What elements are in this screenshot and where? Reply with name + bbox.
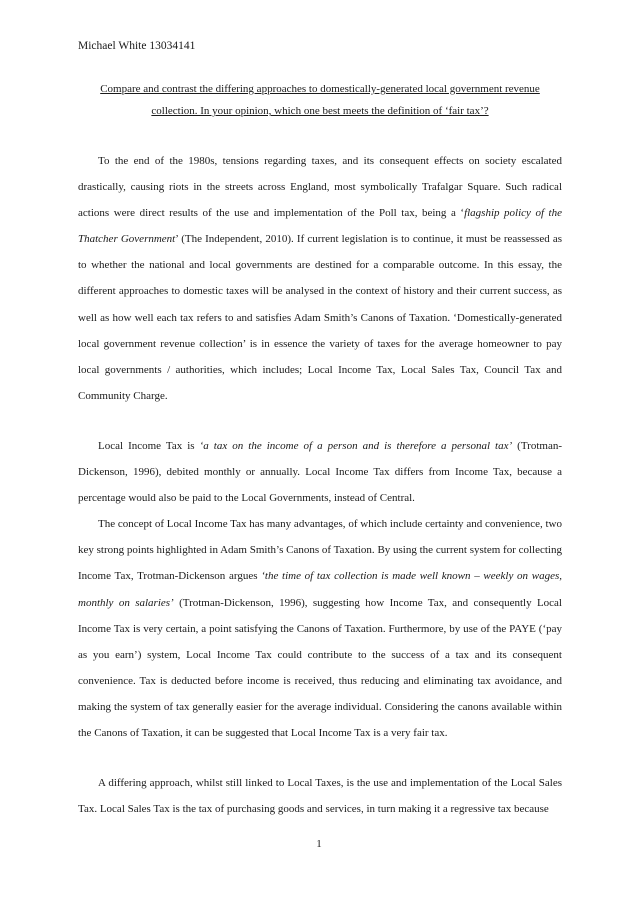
paragraph-adv-text-cont: (Trotman-Dickenson, 1996), suggesting how Income Tax, and consequently Local Income Tax is very certain, a point satisfying the Canons of Taxation. Furthermore, by use of the PAYE (‘pay as you earn’) system, Local Income Tax could contribute to the success of a tax and its consequent convenience. Tax is deducted before income is received, thus reducing and eliminating tax avoidance, and making the system of tax generally easier for the average individual. Considering the canons available within the Canons of Taxation, it can be suggested that Local Income Tax is a very fair tax. <box>78 596 562 739</box>
paragraph-lst-text: A differing approach, whilst still linked to Local Taxes, is the use and implementation of the Local Sales Tax. Local Sales Tax is the tax of purchasing goods and services, in turn making it a regressive tax because <box>78 777 562 816</box>
paragraph-lit-text: Local Income Tax is <box>98 439 200 452</box>
paragraph-local-income-tax <box>78 433 562 511</box>
essay-title-line-1: Compare and contrast the differing approaches to domestically-generated local government revenue <box>100 83 540 95</box>
essay-body <box>78 148 562 822</box>
quote-tax-collection: ‘the time of tax collection is made well known – weekly on wages, monthly on salaries’ <box>78 570 562 609</box>
essay-title-line-2: collection. In your opinion, which one best meets the definition of ‘fair tax’? <box>151 105 489 117</box>
paragraph-adv-text: The concept of Local Income Tax has many advantages, of which include certainty and convenience, two key strong points highlighted in Adam Smith’s Canons of Taxation. By using the current system for collecting Income Tax, Trotman-Dickenson argues <box>78 518 562 583</box>
paragraph-lit-text-cont: (Trotman-Dickenson, 1996), debited monthly or annually. Local Income Tax differs from Income Tax, because a percentage would also be paid to the Local Governments, instead of Central. <box>78 439 562 505</box>
paragraph-intro-text: To the end of the 1980s, tensions regarding taxes, and its consequent effects on society escalated drastically, causing riots in the streets across England, most symbolically Trafalgar Square. Such radical actions were direct results of the use and implementation of the Poll tax, being a ‘ <box>78 155 562 220</box>
paragraph-intro <box>78 148 562 409</box>
paragraph-intro-text-cont: ’ (The Independent, 2010). If current legislation is to continue, it must be reassessed as to whether the national and local governments are destined for a comparable outcome. In this essay, the different approaches to domestic taxes will be analysed in the context of history and their current success, as well as how well each tax refers to and satisfies Adam Smith’s Canons of Taxation. ‘Domestically-generated local government revenue collection’ is in essence the variety of taxes for the average homeowner to pay local governments / authorities, which includes; Local Income Tax, Local Sales Tax, Council Tax and Community Charge. <box>78 233 563 402</box>
quote-personal-tax: ‘a tax on the income of a person and is therefore a personal tax’ <box>199 439 513 452</box>
essay-title <box>78 78 562 122</box>
header-author: Michael White 13034141 <box>78 40 196 52</box>
quote-flagship-policy: flagship policy of the Thatcher Government <box>78 207 562 246</box>
paragraph-lit-advantages <box>78 511 562 746</box>
page-number: 1 <box>316 838 322 850</box>
paragraph-local-sales-tax <box>78 770 562 822</box>
